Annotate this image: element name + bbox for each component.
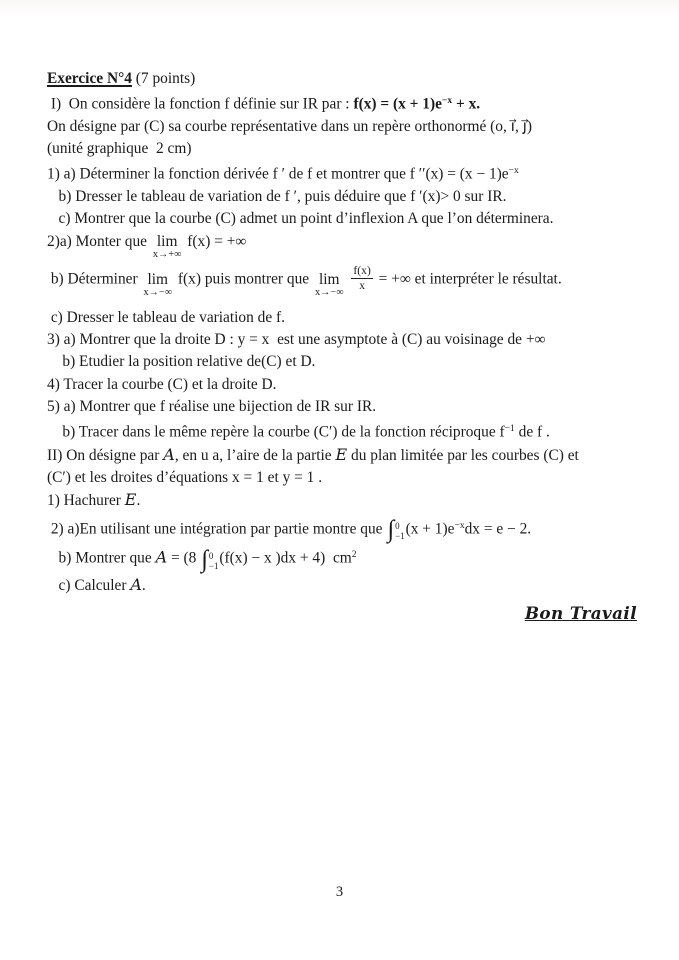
text-span: (x + 1)e [405, 519, 455, 537]
line-q2b [47, 264, 643, 299]
text-span: dx = e − 2. [464, 519, 532, 537]
line-q2c [47, 307, 643, 329]
line-part2-intro2 [47, 467, 643, 489]
line-q1a [47, 160, 643, 186]
text-span: 4) Tracer la courbe (C) et la droite D. [47, 375, 277, 393]
text-span: 3) a) Montrer que la droite D : y = x est une asymptote à (C) au voisinage de +∞ [47, 330, 546, 348]
text-span: On désigne par (C) sa courbe représentative dans un repère orthonormé (o, ı⃗, ȷ⃗) [47, 117, 533, 135]
text-span: b) Montrer que [47, 549, 156, 567]
text-span: . [136, 492, 141, 510]
underlined-title-text: Exercice N°4 [47, 70, 132, 87]
text-span: 2)a) Monter que [47, 232, 151, 250]
text-span: du plan limitée par les courbes (C) et [347, 446, 579, 464]
integral-lower-bound: −1 [208, 561, 219, 572]
script-letter: A [155, 547, 168, 567]
text-span: de f . [514, 423, 550, 441]
fraction-numerator: f(x) [353, 264, 371, 278]
line-q1b [47, 186, 643, 208]
text-span: (7 points) [131, 70, 196, 87]
signature-text: Bon Travail [524, 603, 637, 624]
limit-expression [153, 234, 182, 261]
bold-text: f(x) = (x + 1)e [353, 95, 442, 113]
integral [201, 546, 219, 574]
script-letter: E [124, 490, 137, 510]
text-span: c) Dresser le tableau de variation de f. [47, 308, 286, 326]
text-span: I) On considère la fonction f définie sur IR par : [47, 95, 354, 113]
line-q5a [47, 396, 643, 418]
text-span: = +∞ et interpréter le résultat. [374, 270, 562, 288]
script-letter: A [163, 444, 175, 464]
limit-under: x→−∞ [314, 287, 344, 299]
text-span: (unité graphique 2 cm) [47, 140, 192, 158]
line-p2q1 [47, 489, 643, 512]
text-span: 5) a) Montrer que f réalise une bijection de IR sur IR. [47, 397, 377, 415]
text-span: f(x) = +∞ [183, 232, 247, 250]
line-part1-intro [47, 90, 643, 116]
text-span: II) On désigne par [47, 446, 164, 464]
text-span: = (8 [167, 549, 201, 567]
integral-upper-bound: 0 [208, 551, 214, 562]
superscript: −x [441, 95, 453, 107]
integral-lower-bound: −1 [395, 531, 405, 542]
line-unit [47, 138, 643, 160]
limit-word: lim [156, 232, 178, 250]
integral-bounds [209, 552, 219, 571]
limit-word: lim [147, 270, 169, 288]
line-q2a [47, 231, 643, 261]
integral-bounds [395, 522, 405, 541]
text-span: b) Etudier la position relative de(C) et D. [47, 353, 316, 371]
text-span: f(x) puis montrer que [174, 270, 313, 288]
line-q3a [47, 329, 643, 351]
superscript: −x [454, 519, 465, 531]
line-p2q2a [47, 515, 643, 542]
text-span: c) Calculer [47, 577, 131, 595]
text-span: (f(x) − x )dx + 4) cm [219, 549, 352, 567]
script-letter: A [130, 575, 142, 595]
superscript: −1 [504, 423, 515, 435]
integral-sign: ∫ [387, 516, 395, 544]
text-span: 1) Hachurer [47, 492, 125, 510]
superscript: −x [508, 165, 519, 177]
text-span: b) Déterminer [47, 270, 142, 288]
line-p2q2b [47, 544, 643, 574]
bold-text: + x. [452, 95, 481, 113]
limit-under: x→−∞ [143, 287, 173, 299]
text-span: (C′) et les droites d’équations x = 1 et y = 1 . [47, 468, 323, 486]
exercise-title [47, 68, 643, 90]
text-span: c) Montrer que la courbe (C) admet un point d’inflexion A que l’on déterminera. [47, 210, 554, 228]
line-q3b [47, 351, 643, 373]
limit-expression [315, 272, 344, 299]
text-span: , en u a, l’aire de la partie [174, 446, 336, 464]
text-span: 2) a)En utilisant une intégration par partie montre que [47, 519, 387, 537]
script-letter: E [335, 444, 348, 464]
integral-upper-bound: 0 [395, 521, 400, 532]
line-q5b [47, 418, 643, 444]
superscript: 2 [351, 549, 357, 561]
line-q1c [47, 208, 643, 230]
limit-under: x→+∞ [152, 248, 182, 260]
text-span: . [141, 577, 146, 595]
text-span: b) Dresser le tableau de variation de f ′, puis déduire que f ′(x)> 0 sur IR. [47, 187, 507, 205]
line-curve-def [47, 116, 643, 138]
limit-word: lim [319, 270, 340, 288]
page-number: 3 [335, 884, 344, 900]
limit-expression [143, 272, 172, 299]
integral-sign: ∫ [201, 546, 208, 574]
line-p2q2c [47, 574, 643, 597]
fraction [351, 265, 372, 291]
line-q4 [47, 374, 643, 396]
text-span [346, 271, 350, 288]
signature-line [47, 602, 643, 626]
document-body [47, 68, 643, 627]
fraction-denominator: x [359, 278, 366, 292]
line-part2-intro [47, 444, 643, 467]
integral [387, 516, 405, 544]
text-span: 1) a) Déterminer la fonction dérivée f ′ de f et montrer que f ′′(x) = (x − 1)e [47, 165, 509, 183]
text-span: b) Tracer dans le même repère la courbe (C′) de la fonction réciproque f [47, 423, 505, 441]
